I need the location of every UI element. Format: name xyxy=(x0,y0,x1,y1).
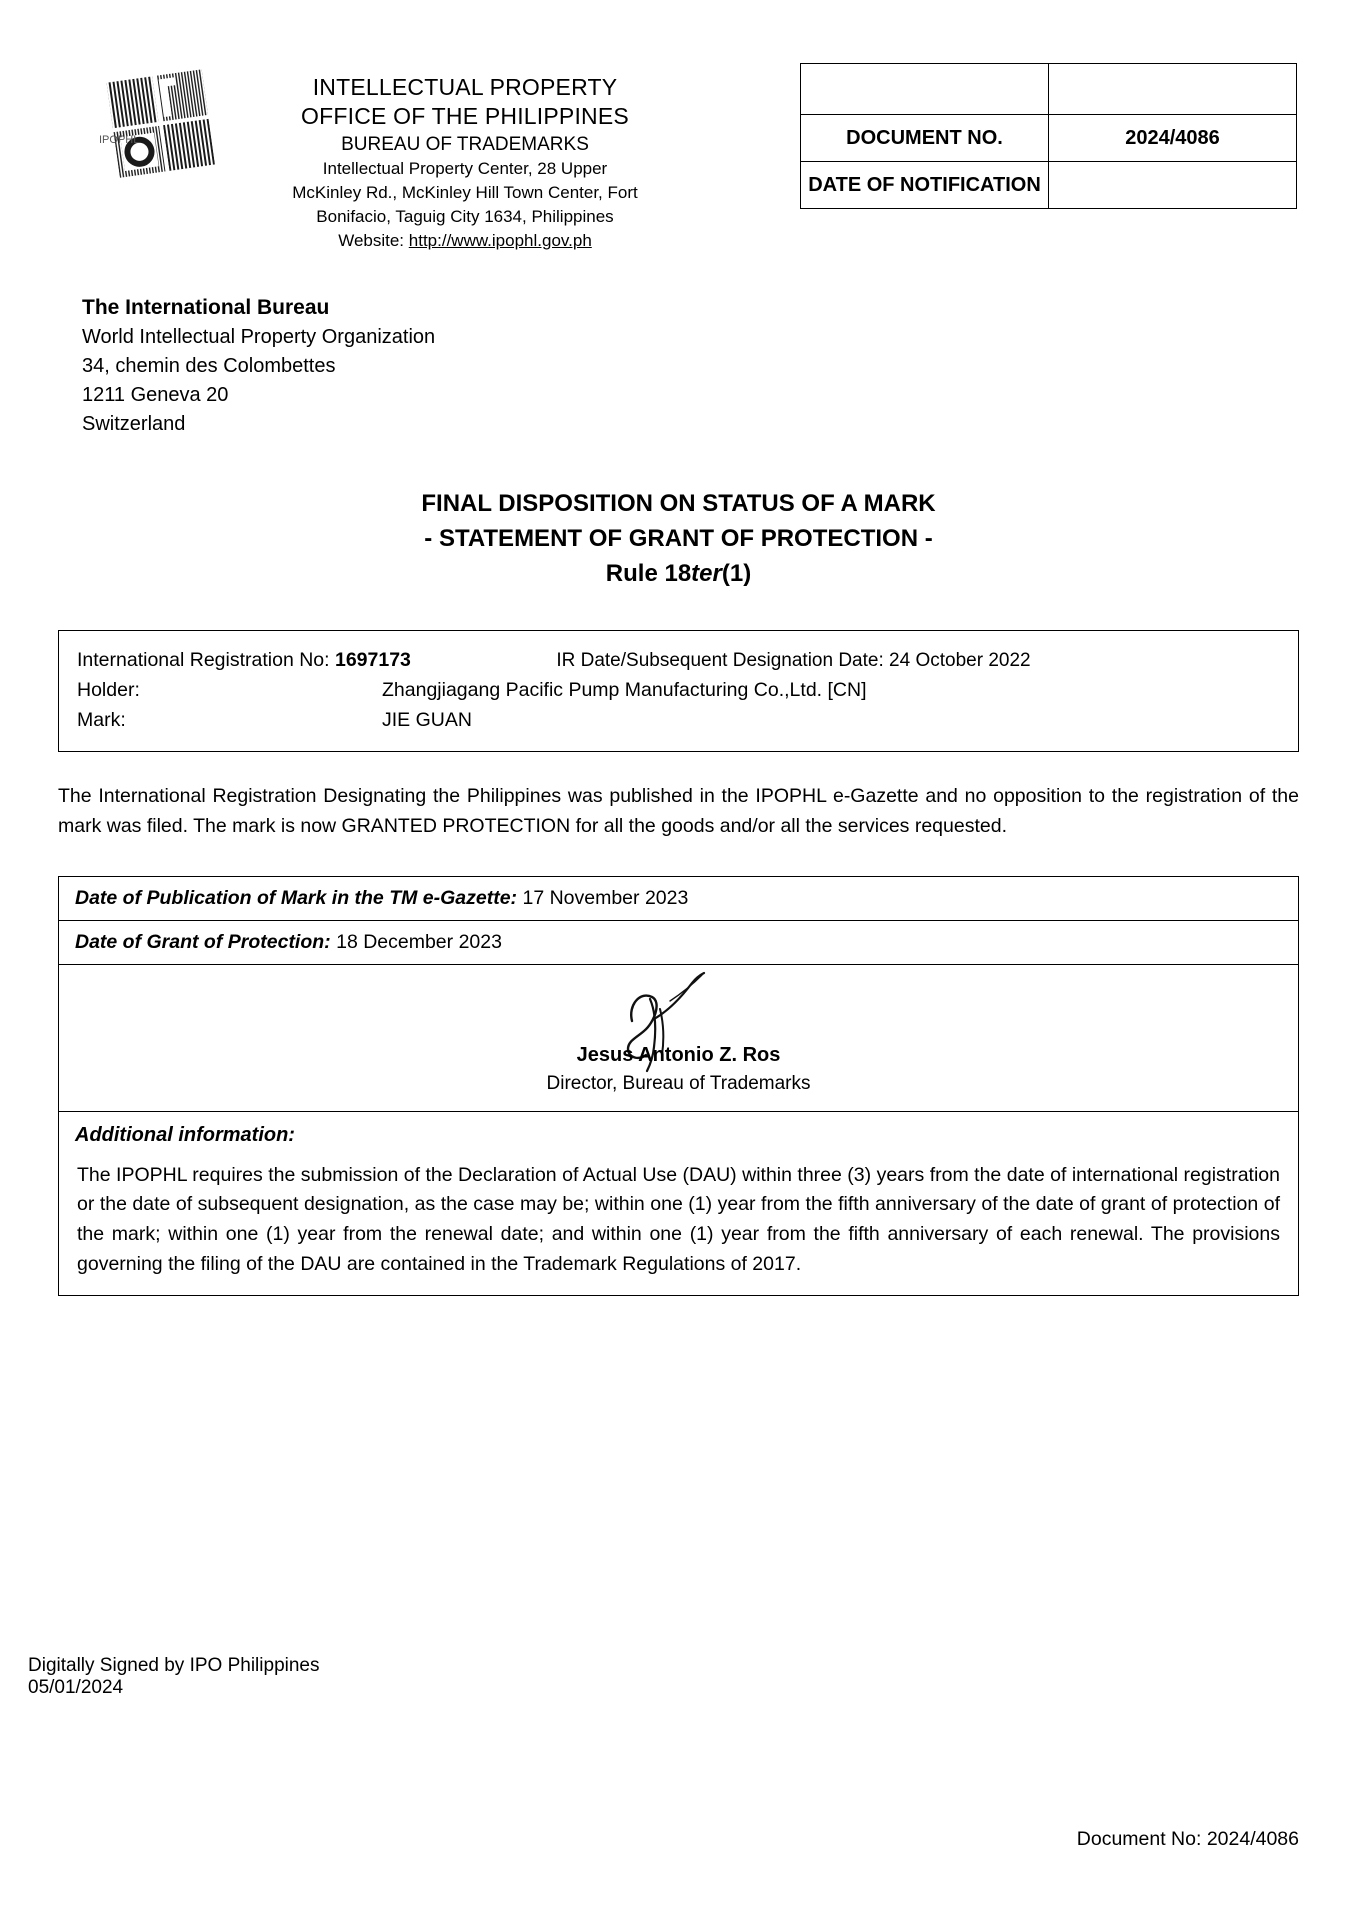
website-label: Website: xyxy=(338,230,405,250)
mark-value: JIE GUAN xyxy=(382,709,472,732)
title-line1: FINAL DISPOSITION ON STATUS OF A MARK xyxy=(421,490,936,518)
page-title xyxy=(0,487,1357,591)
grant-details-box xyxy=(58,876,1299,1297)
addressee-name: The International Bureau xyxy=(82,295,330,319)
body-paragraph: The International Registration Designating the Philippines was published in the IPOPHL e-Gazette and no opposition to the registration of the mark was filed. The mark is now GRANTED PROTECTION for all the goods and/or all the services requested. xyxy=(58,785,1299,838)
address-line1: Intellectual Property Center, 28 Upper xyxy=(322,159,608,179)
rule-prefix: Rule 18 xyxy=(605,559,692,587)
rule-italic: ter xyxy=(691,559,722,587)
table-row xyxy=(801,115,1297,162)
address-line2: McKinley Rd., McKinley Hill Town Center, Fort xyxy=(292,183,638,203)
holder-label: Holder: xyxy=(77,679,140,702)
org-name-line2: OFFICE OF THE PHILIPPINES xyxy=(301,102,629,129)
blank-cell-left xyxy=(801,64,1049,115)
ir-no-value: 1697173 xyxy=(334,648,411,671)
footer-document-no: Document No: 2024/4086 xyxy=(1076,1828,1299,1850)
ir-number-row xyxy=(77,645,1280,675)
mark-row xyxy=(77,705,1280,735)
organization-block xyxy=(245,55,685,251)
title-rule xyxy=(0,557,1357,592)
publication-date-row xyxy=(59,877,1298,921)
website-link[interactable]: http://www.ipophl.gov.ph xyxy=(408,230,592,250)
website-line xyxy=(245,230,685,251)
addressee-line3: 1211 Geneva 20 xyxy=(82,384,229,407)
grant-date-value: 18 December 2023 xyxy=(336,930,502,953)
document-no-label: DOCUMENT NO. xyxy=(801,115,1049,162)
signatory-name: Jesus Antonio Z. Ros xyxy=(576,1043,781,1066)
publication-date-value: 17 November 2023 xyxy=(522,886,689,909)
ipophl-logo-icon xyxy=(95,65,235,185)
holder-value: Zhangjiagang Pacific Pump Manufacturing Co.,Ltd. [CN] xyxy=(382,679,867,702)
date-of-notification-label: DATE OF NOTIFICATION xyxy=(801,162,1049,209)
ir-date-label: IR Date/Subsequent Designation Date: xyxy=(556,649,884,671)
table-row xyxy=(801,64,1297,115)
grant-date-row xyxy=(59,921,1298,965)
additional-information-label: Additional information: xyxy=(75,1123,295,1146)
addressee-line2: 34, chemin des Colombettes xyxy=(82,355,336,378)
org-name-line1: INTELLECTUAL PROPERTY xyxy=(312,74,618,100)
addressee-block xyxy=(82,293,1357,439)
table-row xyxy=(801,162,1297,209)
rule-suffix: (1) xyxy=(721,559,752,587)
address-line3: Bonifacio, Taguig City 1634, Philippines xyxy=(316,207,614,227)
additional-information-text: The IPOPHL requires the submission of the Declaration of Actual Use (DAU) within three (3) years from the date of international registration or the date of subsequent designation, as the case may be; within one (1) year from the fifth anniversary of the date of grant of protection of the mark; within one (1) year from the renewal date; and within one (1) year from the fifth anniversary of each renewal. The provisions governing the filing of the DAU are contained in the Trademark Regulations of 2017. xyxy=(77,1163,1280,1275)
blank-cell-right xyxy=(1049,64,1297,115)
grant-date-label: Date of Grant of Protection: xyxy=(75,930,331,953)
document-info-table xyxy=(800,63,1297,209)
ir-no-label: International Registration No: xyxy=(77,648,330,671)
title-line2: - STATEMENT OF GRANT OF PROTECTION - xyxy=(424,525,933,553)
digital-signature-stamp xyxy=(28,1655,320,1699)
document-no-value: 2024/4086 xyxy=(1049,115,1297,162)
digital-signature-line1: Digitally Signed by IPO Philippines xyxy=(28,1655,320,1676)
signature-area xyxy=(59,965,1298,1112)
mark-label: Mark: xyxy=(77,709,126,732)
document-header xyxy=(0,0,1357,251)
ipophl-logo xyxy=(95,55,245,185)
digital-signature-line2: 05/01/2024 xyxy=(28,1676,124,1698)
svg-text:IPOPHL: IPOPHL xyxy=(99,134,140,146)
addressee-line4: Switzerland xyxy=(82,413,186,436)
holder-row xyxy=(77,675,1280,705)
registration-info-box xyxy=(58,630,1299,753)
date-of-notification-value xyxy=(1049,162,1297,209)
ir-date-value: 24 October 2022 xyxy=(889,649,1031,671)
ir-date-group xyxy=(556,646,1030,675)
publication-date-label: Date of Publication of Mark in the TM e-Gazette: xyxy=(75,886,518,909)
signatory-title: Director, Bureau of Trademarks xyxy=(546,1072,811,1094)
addressee-line1: World Intellectual Property Organization xyxy=(82,326,436,349)
bureau-name: BUREAU OF TRADEMARKS xyxy=(341,133,589,155)
